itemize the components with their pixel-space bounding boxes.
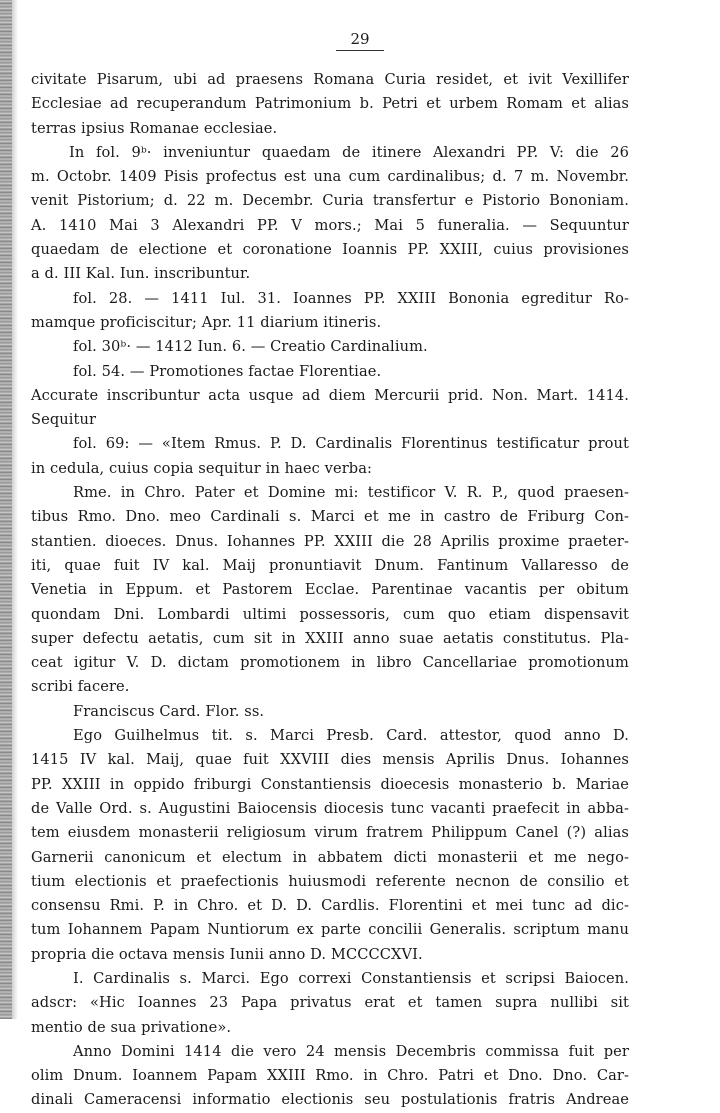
text-line: mentio de sua privatione». (31, 1018, 232, 1036)
text-line: Accurate inscribuntur acta usque ad diem Mercurii prid. Non. Mart. 1414. (31, 386, 629, 404)
binding-edge-fade (12, 0, 18, 1019)
text-line: Ego Guilhelmus tit. s. Marci Presb. Card. attestor, quod anno D. (73, 727, 629, 745)
text-line: fol. 69: — «Item Rmus. P. D. Cardinalis Florentinus testificatur prout (73, 435, 629, 453)
text-line: super defectu aetatis, cum sit in XXIII anno suae aetatis constitutus. Pla- (31, 629, 629, 647)
text-line: dinali Cameracensi informatio electionis seu postulationis fratris Andreae (31, 1091, 629, 1109)
text-line: I. Cardinalis s. Marci. Ego correxi Constantiensis et scripsi Baiocen. (73, 969, 629, 987)
text-line: consensu Rmi. P. in Chro. et D. D. Cardlis. Florentini et mei tunc ad dic- (31, 897, 629, 915)
text-line: terras ipsius Romanae ecclesiae. (31, 119, 278, 137)
binding-edge-shadow (0, 0, 12, 1019)
text-line: In fol. 9ᵇ· inveniuntur quaedam de itinere Alexandri PP. V: die 26 (69, 143, 629, 161)
text-line: in cedula, cuius copia sequitur in haec verba: (31, 459, 373, 477)
text-line: quondam Dni. Lombardi ultimi possessoris, cum quo etiam dispensavit (31, 605, 629, 623)
text-line: olim Dnum. Ioannem Papam XXIII Rmo. in Chro. Patri et Dno. Dno. Car- (31, 1067, 629, 1085)
text-line: Sequitur (31, 411, 97, 429)
text-line: Ecclesiae ad recuperandum Patrimonium b. Petri et urbem Romam et alias (31, 95, 629, 113)
text-line: Rme. in Chro. Pater et Domine mi: testificor V. R. P., quod praesen- (73, 484, 629, 502)
text-line: fol. 54. — Promotiones factae Florentiae. (73, 362, 382, 380)
text-line: fol. 28. — 1411 Iul. 31. Ioannes PP. XXIII Bononia egreditur Ro- (73, 289, 629, 307)
text-line: mamque proficiscitur; Apr. 11 diarium itineris. (31, 313, 382, 331)
body-text (31, 68, 629, 1113)
text-line: Venetia in Eppum. et Pastorem Ecclae. Parentinae vacantis per obitum (31, 581, 629, 599)
text-line: civitate Pisarum, ubi ad praesens Romana Curia residet, et ivit Vexillifer (31, 71, 629, 88)
text-line: tium electionis et praefectionis huiusmodi referente necnon de consilio et (31, 872, 629, 890)
text-line: de Valle Ord. s. Augustini Baiocensis diocesis tunc vacanti praefecit in abba- (31, 799, 629, 817)
text-line: adscr: «Hic Ioannes 23 Papa privatus erat et tamen supra nullibi sit (31, 994, 629, 1012)
text-line: Franciscus Card. Flor. ss. (73, 702, 265, 720)
text-line: ceat igitur V. D. dictam promotionem in libro Cancellariae promotionum (31, 654, 629, 672)
text-line: scribi facere. (31, 678, 130, 696)
text-line: tibus Rmo. Dno. meo Cardinali s. Marci et me in castro de Friburg Con- (31, 508, 629, 526)
text-line: a d. III Kal. Iun. inscribuntur. (31, 265, 251, 283)
text-line: 1415 IV kal. Maij, quae fuit XXVIII dies mensis Aprilis Dnus. Iohannes (31, 751, 629, 769)
text-line: iti, quae fuit IV kal. Maij pronuntiavit Dnum. Fantinum Vallaresso de (31, 556, 629, 574)
text-line: Garnerii canonicum et electum in abbatem dicti monasterii et me nego- (31, 848, 629, 866)
text-line: quaedam de electione et coronatione Ioannis PP. XXIII, cuius provisiones (31, 241, 629, 259)
text-line: tem eiusdem monasterii religiosum virum fratrem Philippum Canel (?) alias (31, 824, 629, 842)
text-line: m. Octobr. 1409 Pisis profectus est una cum cardinalibus; d. 7 m. Novembr. (31, 168, 629, 186)
text-line: Anno Domini 1414 die vero 24 mensis Decembris commissa fuit per (73, 1042, 629, 1060)
text-line: A. 1410 Mai 3 Alexandri PP. V mors.; Mai 5 funeralia. — Sequuntur (31, 216, 629, 234)
text-line: stantien. dioeces. Dnus. Iohannes PP. XXIII die 28 Aprilis proxime praeter- (31, 532, 629, 550)
text-line: fol. 30ᵇ· — 1412 Iun. 6. — Creatio Cardinalium. (73, 338, 428, 356)
text-line: venit Pistorium; d. 22 m. Decembr. Curia transfertur e Pistorio Bononiam. (31, 192, 629, 210)
page-number-text: 29 (336, 30, 383, 51)
text-line: propria die octava mensis Iunii anno D. MCCCCXVI. (31, 945, 423, 963)
text-line: PP. XXIII in oppido friburgi Constantiensis dioecesis monasterio b. Mariae (31, 775, 629, 793)
text-line: tum Iohannem Papam Nuntiorum ex parte concilii Generalis. scriptum manu (31, 921, 629, 939)
page-number (0, 30, 720, 51)
